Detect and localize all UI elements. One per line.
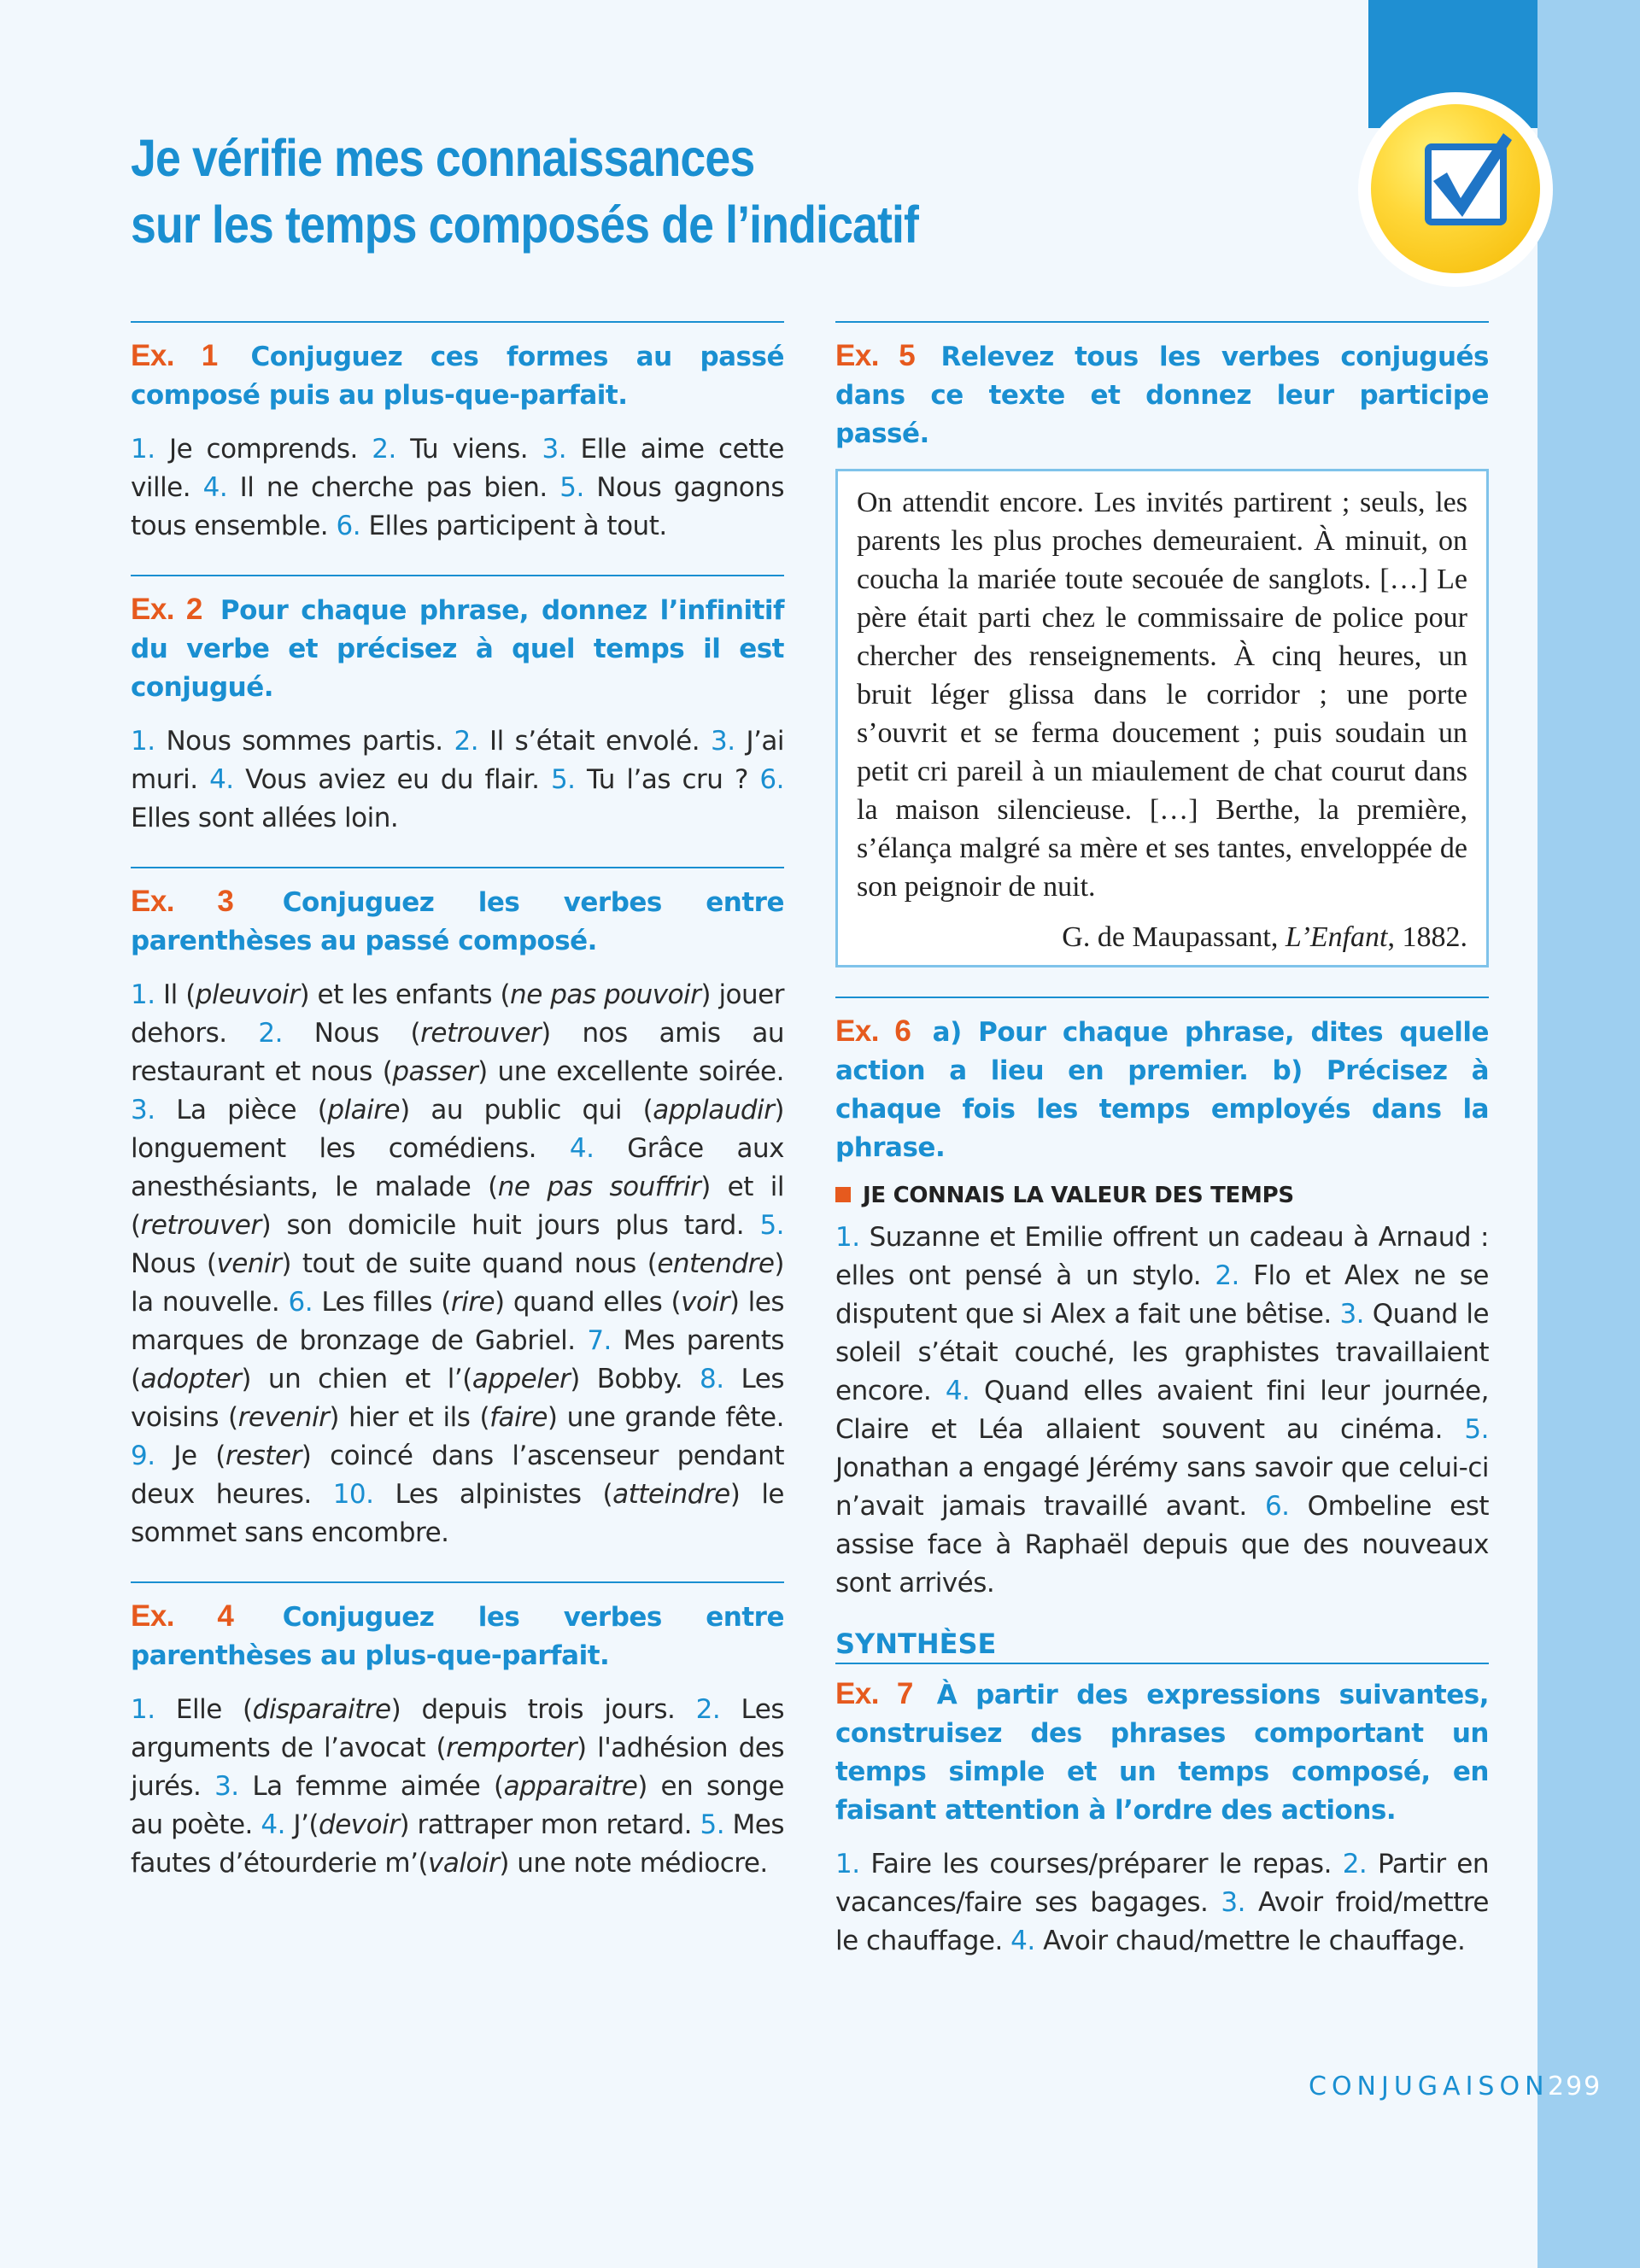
exercise-6 (835, 997, 1489, 1603)
exercise-7-instruction: Ex. 7 À partir des expressions suivantes, construisez des phrases comportant un temps simple et un temps composé, en faisant attention à l’ordre des actions. (835, 1677, 1489, 1826)
page-title-line-2: sur les temps composés de l’indicatif (131, 196, 919, 254)
page-number: 299 (1548, 2072, 1602, 2101)
quote-source: G. de Maupassant, L’Enfant, 1882. (1062, 921, 1467, 953)
exercise-4 (131, 1581, 784, 1883)
exercise-4-items: 1. Elle (disparaitre) depuis trois jours. 2. Les arguments de l’avocat (remporter) l'adhésion des jurés. 3. La femme aimée (apparaitre) en songe au poète. 4. J’(devoir) rattraper mon retard. 5. Mes fautes d’étourderie m’(valoir) une note médiocre. (131, 1694, 785, 1879)
footer-section-label: CONJUGAISON (1309, 2072, 1549, 2101)
exercise-2-items: 1. Nous sommes partis. 2. Il s’était envolé. 3. J’ai muri. 4. Vous aviez eu du flair. 5. Tu l’as cru ? 6. Elles sont allées loin. (131, 726, 785, 833)
exercise-6-subheading: JE CONNAIS LA VALEUR DES TEMPS (835, 1181, 1489, 1210)
exercise-6-items: 1. Suzanne et Emilie offrent un cadeau à Arnaud : elles ont pensé à un stylo. 2. Flo et Alex ne se disputent que si Alex a fait une bêtise. 3. Quand le soleil s’était couché, les graphistes travaillaient encore. 4. Quand elles avaient fini leur journée, Claire et Léa allaient souvent au cinéma. 5. Jonathan a engagé Jérémy sans savoir que celui-ci n’avait jamais travaillé avant. 6. Ombeline est assise face à Raphaël depuis que des nouveaux sont arrivés. (835, 1222, 1490, 1599)
exercise-5 (835, 321, 1489, 967)
left-column (131, 321, 784, 1912)
exercise-2-number: Ex. 2 (131, 593, 202, 626)
exercise-6-instruction: Ex. 6 a) Pour chaque phrase, dites quelle action a lieu en premier. b) Précisez à chaque fois les temps employés dans la phrase. (835, 1014, 1489, 1163)
page-title-line-1: Je vérifie mes connaissances (131, 129, 755, 187)
exercise-5-number: Ex. 5 (835, 339, 916, 372)
exercise-7 (835, 1664, 1489, 1961)
square-bullet-icon (835, 1187, 851, 1202)
exercise-3-number: Ex. 3 (131, 885, 234, 918)
quote-text: On attendit encore. Les invités partirent ; seuls, les parents les plus proches demeuraient. À minuit, on coucha la mariée toute secouée de sanglots. […] Le père était parti chez le commissaire de police pour chercher des renseignements. À cinq heures, un bruit léger glissa dans le corridor ; une porte s’ouvrit et se ferma doucement ; puis soudain un petit cri pareil à un miaulement de chat courut dans la maison silencieuse. […] Berthe, la première, s’élança malgré sa mère et ses tantes, enveloppée de son peignoir de nuit. (857, 487, 1467, 903)
exercise-3-instruction: Ex. 3 Conjuguez les verbes entre parenthèses au passé composé. (131, 885, 784, 956)
exercise-4-number: Ex. 4 (131, 1599, 234, 1633)
exercise-1 (131, 321, 784, 546)
exercise-6-number: Ex. 6 (835, 1014, 911, 1048)
right-column (835, 321, 1489, 1990)
exercise-3-items: 1. Il (pleuvoir) et les enfants (ne pas pouvoir) jouer dehors. 2. Nous (retrouver) nos amis au restaurant et nous (passer) une excellente soirée. 3. La pièce (plaire) au public qui (applaudir) longuement les comédiens. 4. Grâce aux anesthésiants, le malade (ne pas souffrir) et il (retrouver) son domicile huit jours plus tard. 5. Nous (venir) tout de suite quand nous (entendre) la nouvelle. 6. Les filles (rire) quand elles (voir) les marques de bronzage de Gabriel. 7. Mes parents (adopter) un chien et l’(appeler) Bobby. 8. Les voisins (revenir) hier et ils (faire) une grande fête. 9. Je (rester) coincé dans l’ascenseur pendant deux heures. 10. Les alpinistes (atteindre) le sommet sans encombre. (131, 979, 785, 1548)
exercise-7-items: 1. Faire les courses/préparer le repas. 2. Partir en vacances/faire ses bagages. 3. Avoir froid/mettre le chauffage. 4. Avoir chaud/mettre le chauffage. (835, 1849, 1490, 1956)
exercise-2-instruction: Ex. 2 Pour chaque phrase, donnez l’infinitif du verbe et précisez à quel temps il est conjugué. (131, 593, 784, 703)
exercise-1-instruction: Ex. 1 Conjuguez ces formes au passé composé puis au plus-que-parfait. (131, 339, 784, 411)
exercise-3 (131, 867, 784, 1552)
exercise-5-instruction: Ex. 5 Relevez tous les verbes conjugués dans ce texte et donnez leur participe passé. (835, 339, 1489, 449)
checkmark-icon (1428, 128, 1514, 222)
right-margin-band (1538, 0, 1640, 2268)
exercise-4-instruction: Ex. 4 Conjuguez les verbes entre parenthèses au plus-que-parfait. (131, 1599, 784, 1671)
exercise-1-items: 1. Je comprends. 2. Tu viens. 3. Elle aime cette ville. 4. Il ne cherche pas bien. 5. Nous gagnons tous ensemble. 6. Elles participent à tout. (131, 434, 784, 541)
exercise-7-number: Ex. 7 (835, 1677, 913, 1710)
synthese-heading: SYNTHÈSE (835, 1625, 1489, 1664)
exercise-1-number: Ex. 1 (131, 339, 218, 372)
exercise-2 (131, 575, 784, 838)
page-title (131, 125, 918, 258)
quoted-text-box (835, 469, 1489, 967)
